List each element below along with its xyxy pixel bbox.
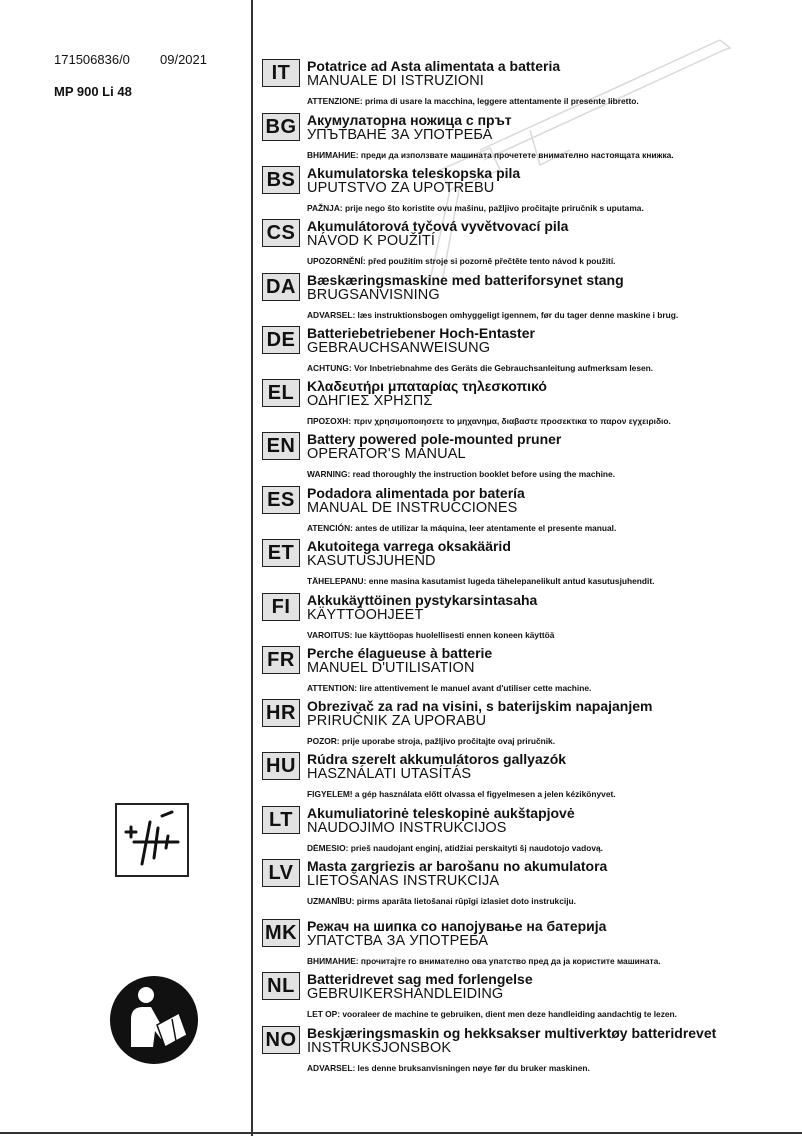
section-fr [262, 646, 792, 698]
manual-subtitle: GEBRAUCHSANWEISUNG [307, 340, 491, 356]
safety-warning: UPOZORNĚNÍ: před použitím stroje si pozorně přečtěte tento návod k použití. [307, 256, 616, 266]
section-et [262, 539, 792, 591]
language-code-badge: NO [262, 1026, 300, 1054]
bottom-divider [0, 1132, 802, 1134]
product-title: Batteriebetriebener Hoch-Entaster [307, 325, 535, 341]
manual-subtitle: ΟΔΗΓΙΕΣ ΧΡΗΣΠΣ [307, 393, 433, 409]
section-en [262, 432, 792, 484]
language-code-badge: CS [262, 219, 300, 247]
manual-subtitle: NÁVOD K POUŽITÍ [307, 233, 435, 249]
document-date: 09/2021 [160, 52, 207, 67]
language-code-badge: BG [262, 113, 300, 141]
language-code-badge: LV [262, 859, 300, 887]
safety-warning: WARNING: read thoroughly the instruction booklet before using the machine. [307, 469, 616, 479]
safety-warning: VAROITUS: lue käyttöopas huolellisesti ennen koneen käyttöä [307, 630, 555, 640]
product-title: Masta zargriezis ar barošanu no akumulatora [307, 858, 608, 874]
read-manual-icon [109, 975, 199, 1065]
manual-subtitle: УПЪТВАНЕ ЗА УПОТРЕБА [307, 127, 493, 143]
safety-warning: ATENCIÓN: antes de utilizar la máquina, leer atentamente el presente manual. [307, 523, 617, 533]
product-title: Акумулаторна ножица с прът [307, 112, 512, 128]
safety-warning: FIGYELEM! a gép használata előtt olvassa el figyelmesen a jelen kézikönyvet. [307, 789, 616, 799]
language-code-badge: ES [262, 486, 300, 514]
product-title: Bæskæringsmaskine med batteriforsynet stang [307, 272, 624, 288]
safety-warning: ВНИМАНИЕ: преди да използвате машината прочетете внимателно настоящата книжка. [307, 150, 674, 160]
language-code-badge: BS [262, 166, 300, 194]
safety-warning: ΠΡΟΣΟΧΗ: πριν χρησιμοποιησετε το μηχανημα, διαβαστε προσεκτικα το παρον εγχειριδιο. [307, 416, 671, 426]
product-title: Akumuliatorinė teleskopinė aukštapjovė [307, 805, 575, 821]
manual-subtitle: HASZNÁLATI UTASÍTÁS [307, 766, 472, 782]
language-code-badge: HU [262, 752, 300, 780]
section-hu [262, 752, 792, 804]
safety-warning: ATTENZIONE: prima di usare la macchina, leggere attentamente il presente libretto. [307, 96, 639, 106]
section-da [262, 273, 792, 325]
language-code-badge: EL [262, 379, 300, 407]
vertical-divider [251, 0, 253, 1136]
section-lt [262, 806, 792, 858]
manual-subtitle: GEBRUIKERSHANDLEIDING [307, 986, 504, 1002]
section-it [262, 59, 792, 111]
language-code-badge: IT [262, 59, 300, 87]
manual-subtitle: UPUTSTVO ZA UPOTREBU [307, 180, 495, 196]
section-hr [262, 699, 792, 751]
language-code-badge: EN [262, 432, 300, 460]
product-title: Potatrice ad Asta alimentata a batteria [307, 58, 561, 74]
safety-warning: ACHTUNG: Vor Inbetriebnahme des Geräts die Gebrauchsanleitung aufmerksam lesen. [307, 363, 654, 373]
language-code-badge: MK [262, 919, 300, 947]
manual-subtitle: BRUGSANVISNING [307, 287, 440, 303]
safety-warning: ADVARSEL: læs instruktionsbogen omhyggeligt igennem, før du tager denne maskine i brug. [307, 310, 679, 320]
language-code-badge: NL [262, 972, 300, 1000]
manual-subtitle: KASUTUSJUHEND [307, 553, 436, 569]
section-lv [262, 859, 792, 911]
safety-warning: TÄHELEPANU: enne masina kasutamist lugeda tähelepanelikult antud kasutusjuhendit. [307, 576, 655, 586]
section-bg [262, 113, 792, 165]
manual-subtitle: KÄYTTÖOHJEET [307, 607, 424, 623]
manual-subtitle: MANUAL DE INSTRUCCIONES [307, 500, 518, 516]
safety-warning: POZOR: prije uporabe stroja, pažljivo pročitajte ovaj priručnik. [307, 736, 556, 746]
manual-subtitle: MANUEL D'UTILISATION [307, 660, 475, 676]
manual-subtitle: УПАТСТВА ЗА УПОТРЕБА [307, 933, 489, 949]
product-title: Rúdra szerelt akkumulátoros gallyazók [307, 751, 567, 767]
product-title: Batteridrevet sag med forlengelse [307, 971, 533, 987]
language-code-badge: ET [262, 539, 300, 567]
manual-subtitle: PRIRUČNIK ZA UPORABU [307, 713, 487, 729]
safety-warning: LET OP: vooraleer de machine te gebruiken, dient men deze handleiding aandachtig te lezen. [307, 1009, 677, 1019]
language-code-badge: FI [262, 593, 300, 621]
product-title: Режач на шипка со напојување на батерија [307, 918, 607, 934]
product-title: Akumulátorová tyčová vyvětvovací pila [307, 218, 569, 234]
product-title: Podadora alimentada por batería [307, 485, 525, 501]
section-mk [262, 919, 792, 971]
manual-subtitle: LIETOŠANAS INSTRUKCIJA [307, 873, 500, 889]
product-title: Κλαδευτήρι μπαταρίας τηλεσκοπικό [307, 378, 547, 394]
manual-subtitle: INSTRUKSJONSBOK [307, 1040, 452, 1056]
language-code-badge: FR [262, 646, 300, 674]
product-title: Battery powered pole-mounted pruner [307, 431, 562, 447]
language-code-badge: HR [262, 699, 300, 727]
section-bs [262, 166, 792, 218]
product-title: Akumulatorska teleskopska pila [307, 165, 521, 181]
product-title: Akutoitega varrega oksakäärid [307, 538, 511, 554]
safety-warning: UZMANĪBU: pirms aparāta lietošanai rūpīgi izlasiet doto instrukciju. [307, 896, 576, 906]
safety-warning: ВНИМАНИЕ: прочитајте го внимателно ова упатство пред да ја користите машината. [307, 956, 661, 966]
product-title: Perche élagueuse à batterie [307, 645, 493, 661]
language-code-badge: LT [262, 806, 300, 834]
manual-subtitle: MANUALE DI ISTRUZIONI [307, 73, 484, 89]
section-el [262, 379, 792, 431]
section-fi [262, 593, 792, 645]
product-title: Obrezivač za rad na visini, s baterijskim napajanjem [307, 698, 653, 714]
language-code-badge: DA [262, 273, 300, 301]
product-title: Beskjæringsmaskin og hekksakser multiverktøy batteridrevet [307, 1025, 717, 1041]
document-code: 171506836/0 [54, 52, 130, 67]
safety-warning: DĖMESIO: prieš naudojant enginį, atidžiai perskaityti šį naudotojo vadovą. [307, 843, 603, 853]
manual-subtitle: NAUDOJIMO INSTRUKCIJOS [307, 820, 507, 836]
battery-polarity-icon [114, 802, 190, 878]
section-es [262, 486, 792, 538]
section-cs [262, 219, 792, 271]
safety-warning: PAŽNJA: prije nego što koristite ovu mašinu, pažljivo pročitajte priručnik s uputama. [307, 203, 644, 213]
model-name: MP 900 Li 48 [54, 84, 132, 99]
safety-warning: ADVARSEL: les denne bruksanvisningen nøye før du bruker maskinen. [307, 1063, 590, 1073]
language-code-badge: DE [262, 326, 300, 354]
safety-warning: ATTENTION: lire attentivement le manuel avant d'utiliser cette machine. [307, 683, 592, 693]
document-info [54, 52, 207, 99]
section-nl [262, 972, 792, 1024]
manual-subtitle: OPERATOR'S MANUAL [307, 446, 466, 462]
section-de [262, 326, 792, 378]
section-no [262, 1026, 792, 1078]
product-title: Akkukäyttöinen pystykarsintasaha [307, 592, 538, 608]
